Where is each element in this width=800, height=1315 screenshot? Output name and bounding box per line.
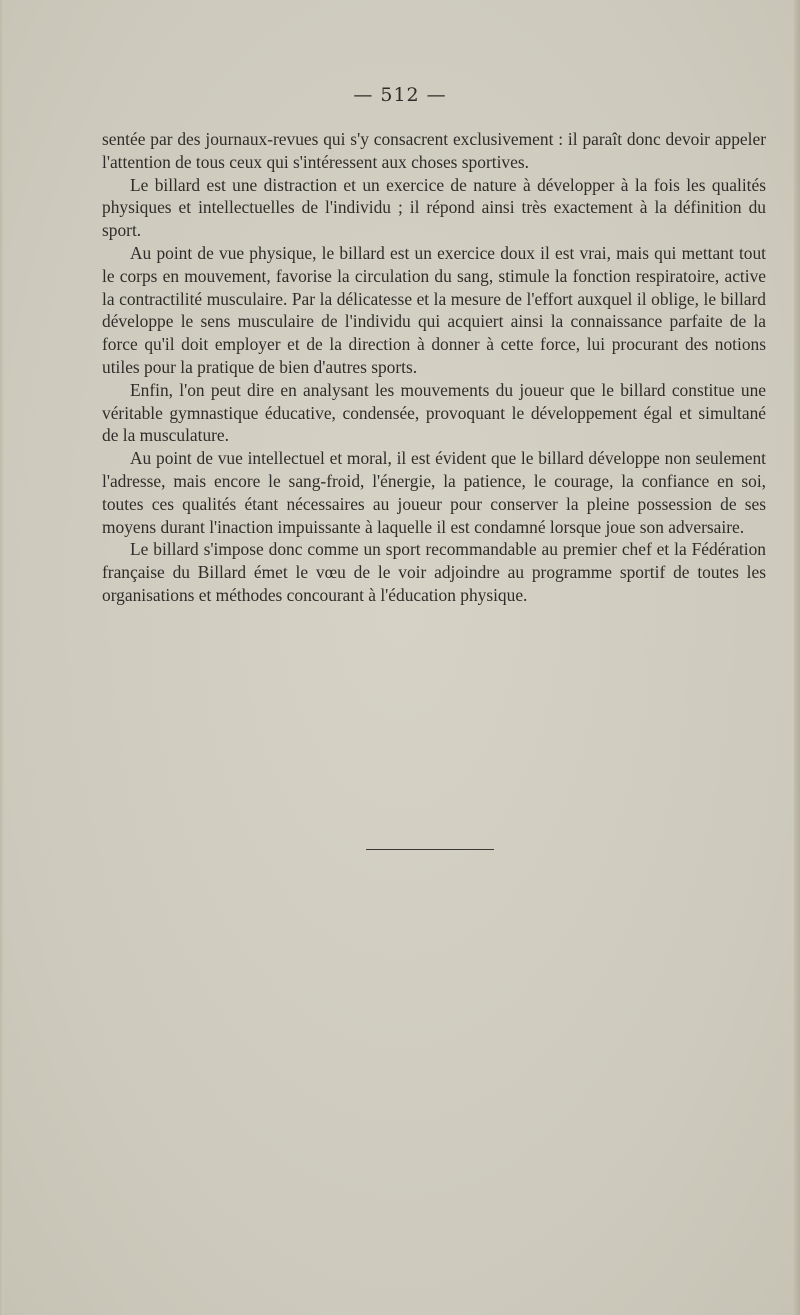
page-number: — 512 —	[353, 84, 447, 106]
paragraph-6: Le billard s'impose donc comme un sport recommandable au premier chef et la Fédération française du Billard émet le vœu de le voir adjoindre au programme sportif de toutes les organisations et méthodes concourant à l'éducation physique.	[102, 539, 766, 605]
body-text	[102, 128, 766, 607]
page-edge-left	[0, 0, 4, 1315]
page-edge-right	[794, 0, 800, 1315]
paragraph-1: sentée par des journaux-revues qui s'y consacrent exclusivement : il paraît donc devoir appeler l'attention de tous ceux qui s'intéressent aux choses sportives.	[102, 129, 766, 172]
paragraph-3: Au point de vue physique, le billard est un exercice doux il est vrai, mais qui mettant tout le corps en mouvement, favorise la circulation du sang, stimule la fonction respiratoire, active la contractilité musculaire. Par la délicatesse et la mesure de l'effort auxquel il oblige, le billard développe le sens musculaire de l'individu qui acquiert ainsi la connaissance parfaite de la force qu'il doit employer et de la direction à donner à cette force, lui procurant des notions utiles pour la pratique de bien d'autres sports.	[102, 242, 766, 377]
end-rule	[366, 849, 494, 850]
paragraph-4: Enfin, l'on peut dire en analysant les mouvements du joueur que le billard constitue une véritable gymnastique éducative, condensée, provoquant le développement égal et simultané de la musculature.	[102, 379, 766, 446]
paragraph-5: Au point de vue intellectuel et moral, il est évident que le billard développe non seulement l'adresse, mais encore le sang-froid, l'énergie, la patience, le courage, la confiance en soi, toutes ces qualités étant nécessaires au joueur pour conserver la pleine possession de ses moyens durant l'inaction impuissante à laquelle il est condamné lorsque joue son adversaire.	[102, 448, 766, 537]
paragraph-2: Le billard est une distraction et un exercice de nature à développer à la fois les qualités physiques et intellectuelles de l'individu ; il répond ainsi très exactement à la définition du sport.	[102, 174, 766, 241]
